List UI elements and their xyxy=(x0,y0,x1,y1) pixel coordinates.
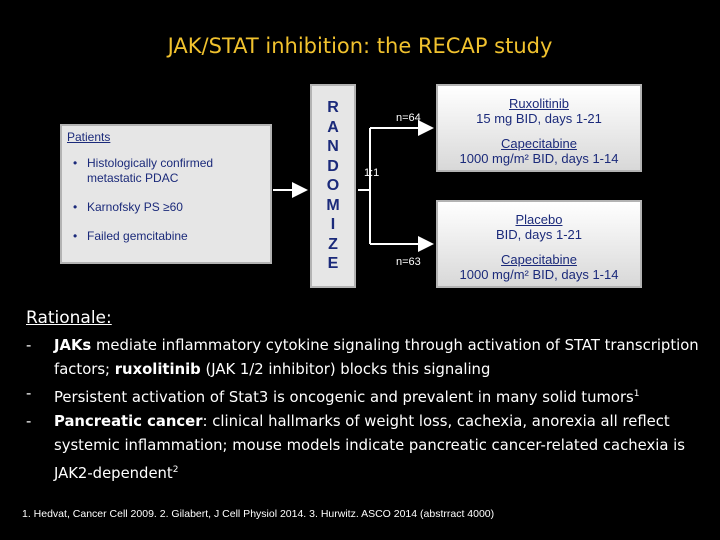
criteria-item: • Histologically confirmed metastatic PDAC xyxy=(67,156,265,186)
reference-superscript: 1 xyxy=(633,389,640,399)
rationale-text: (JAK 1/2 inhibitor) blocks this signaling xyxy=(200,361,491,378)
randomize-box xyxy=(310,84,356,288)
rationale-bold: JAKs xyxy=(54,337,92,354)
randomize-letter: Z xyxy=(328,235,338,253)
patients-box xyxy=(60,124,272,264)
randomize-letter: I xyxy=(330,216,336,234)
rationale-item: - JAKs mediate inflammatory cytokine signaling through activation of STAT transcription factors; ruxolitinib (JAK 1/2 inhibitor) blocks this signaling xyxy=(26,337,699,378)
arm1-dose2: 1000 mg/m² BID, days 1-14 xyxy=(459,151,619,166)
rationale-item: - Pancreatic cancer: clinical hallmarks of weight loss, cachexia, anorexia all reflect systemic inflammation; mouse models indicate pancreatic cancer-related cachexia is JAK2-dependent$^2$ xyxy=(26,412,685,482)
arm2-drug2: Capecitabine xyxy=(501,252,577,267)
criteria-item: • Karnofsky PS ≥60 xyxy=(67,200,265,215)
rationale-text: Persistent activation of Stat3 is oncogenic and prevalent in many solid tumors xyxy=(54,388,634,406)
randomize-letter: R xyxy=(327,99,339,117)
arm1-drug1: Ruxolitinib xyxy=(509,96,569,111)
slide-title: JAK/STAT inhibition: the RECAP study xyxy=(167,34,553,58)
patients-criteria-list xyxy=(67,156,265,244)
arm2-drug1: Placebo xyxy=(515,212,563,227)
rationale-heading: Rationale: xyxy=(26,308,112,328)
randomize-letter: E xyxy=(327,255,339,273)
arm2-dose1: BID, days 1-21 xyxy=(496,227,582,242)
rationale-text: : clinical hallmarks of weight loss, cachexia, anorexia all reflect systemic inflammation; mouse models indicate pancreatic cancer-related cachexia is JAK2-dependent xyxy=(54,412,685,482)
criteria-item: • Failed gemcitabine xyxy=(67,229,265,244)
rationale-list xyxy=(26,334,716,486)
randomize-letter: N xyxy=(327,138,339,156)
patients-heading: Patients xyxy=(67,130,111,144)
arm2-n-label: n=63 xyxy=(396,256,421,268)
arm1-dose1: 15 mg BID, days 1-21 xyxy=(476,111,602,126)
randomize-letter: M xyxy=(326,196,340,214)
randomize-letter: D xyxy=(327,157,339,175)
rationale-bold: Pancreatic cancer xyxy=(54,412,203,430)
arm1-drug2: Capecitabine xyxy=(501,136,577,151)
arm1-treatment-box xyxy=(436,84,642,172)
randomization-ratio: 1:1 xyxy=(364,167,380,179)
rationale-text: mediate inflammatory cytokine signaling through activation of STAT transcription factors; xyxy=(54,337,699,378)
reference-superscript: 2 xyxy=(172,464,179,475)
randomize-letter: O xyxy=(326,177,340,195)
arm2-treatment-box xyxy=(436,200,642,288)
randomize-letter: A xyxy=(327,118,339,136)
references-footer: 1. Hedvat, Cancer Cell 2009. 2. Gilabert, J Cell Physiol 2014. 3. Hurwitz. ASCO 2014 (abstrract 4000) xyxy=(22,508,495,520)
rationale-bold: ruxolitinib xyxy=(114,361,201,378)
arm2-dose2: 1000 mg/m² BID, days 1-14 xyxy=(459,267,619,282)
rationale-item: - Persistent activation of Stat3 is oncogenic and prevalent in many solid tumors$^1$ xyxy=(26,385,640,406)
arm1-n-label: n=64 xyxy=(396,112,421,124)
